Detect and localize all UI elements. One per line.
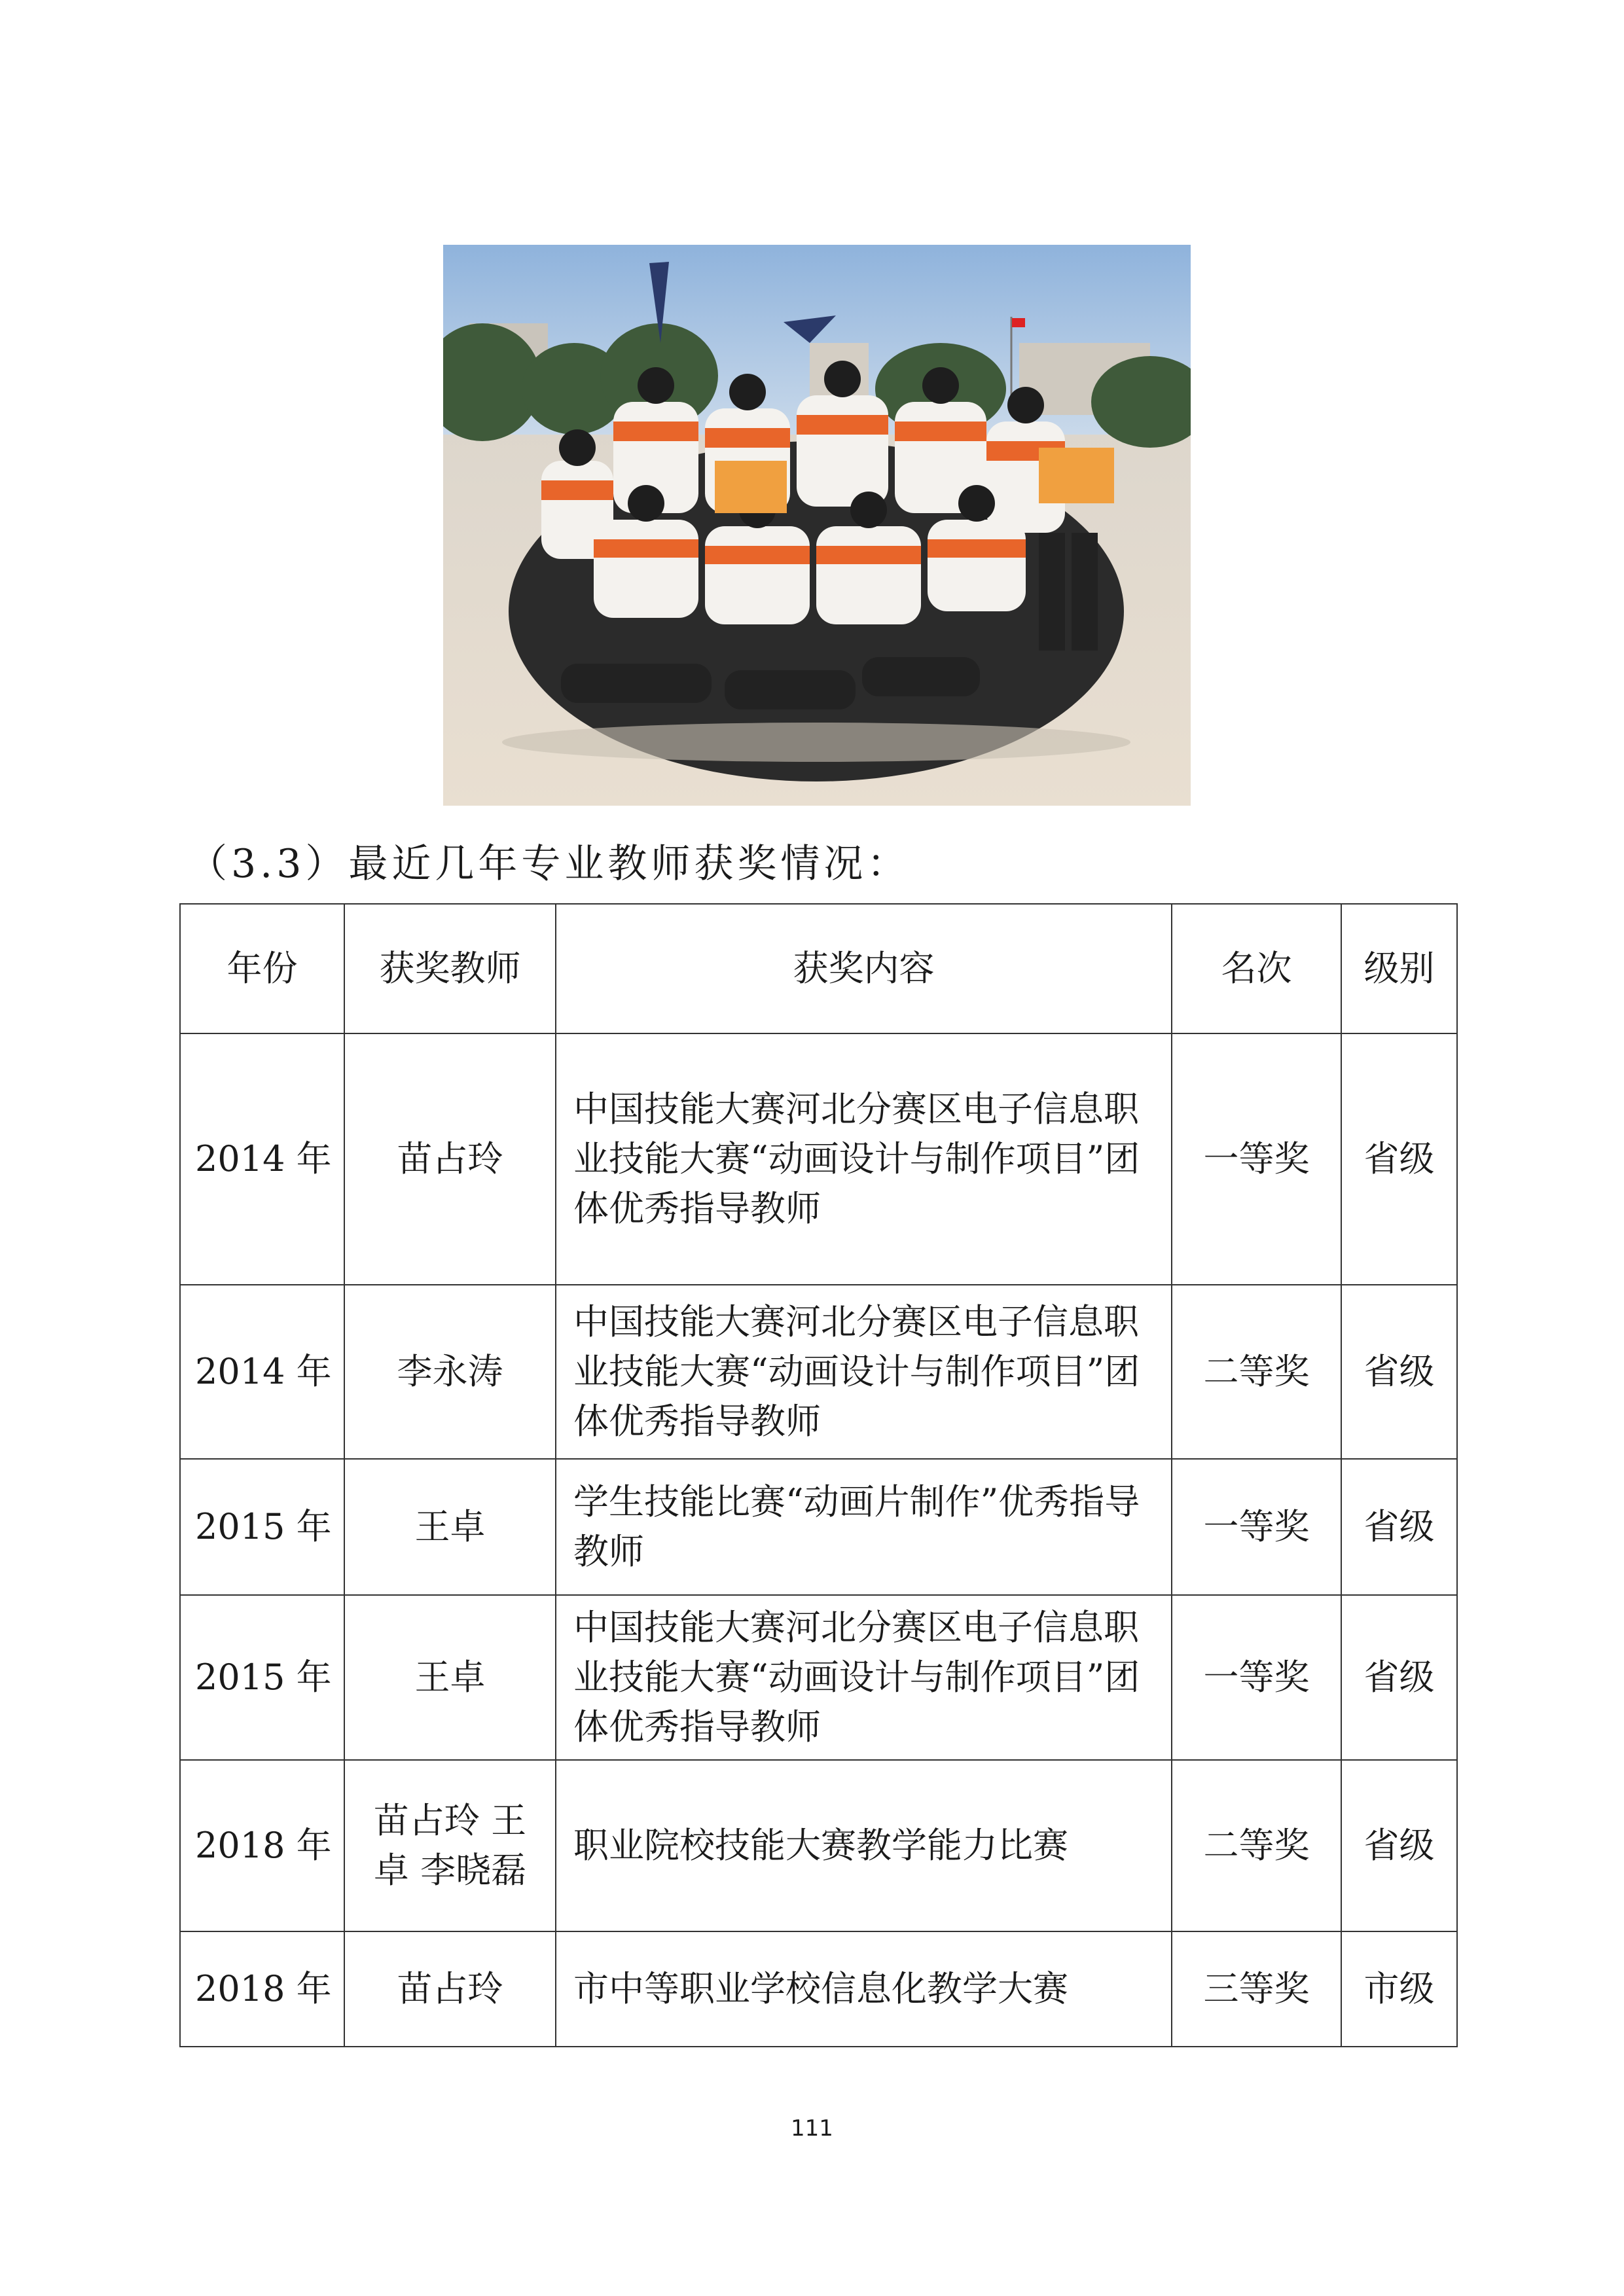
cell-teacher: 王卓	[344, 1459, 556, 1595]
cell-content: 中国技能大赛河北分赛区电子信息职业技能大赛“动画设计与制作项目”团体优秀指导教师	[556, 1595, 1172, 1760]
cell-year: 2018 年	[180, 1760, 344, 1931]
group-photo-illustration	[443, 245, 1191, 806]
cell-content: 职业院校技能大赛教学能力比赛	[556, 1760, 1172, 1931]
cell-level: 省级	[1341, 1033, 1457, 1285]
cell-rank: 二等奖	[1172, 1285, 1341, 1459]
header-content: 获奖内容	[556, 904, 1172, 1033]
table-row	[180, 1459, 1457, 1595]
cell-rank: 二等奖	[1172, 1760, 1341, 1931]
cell-rank: 一等奖	[1172, 1459, 1341, 1595]
table-row	[180, 1931, 1457, 2047]
cell-level: 省级	[1341, 1760, 1457, 1931]
cell-level: 省级	[1341, 1285, 1457, 1459]
cell-content: 学生技能比赛“动画片制作”优秀指导教师	[556, 1459, 1172, 1595]
cell-content: 市中等职业学校信息化教学大赛	[556, 1931, 1172, 2047]
cell-teacher: 苗占玲 王卓 李晓磊	[344, 1760, 556, 1931]
table-row	[180, 1033, 1457, 1285]
header-level: 级别	[1341, 904, 1457, 1033]
table-row	[180, 1760, 1457, 1931]
cell-level: 省级	[1341, 1459, 1457, 1595]
cell-teacher: 王卓	[344, 1595, 556, 1760]
cell-content: 中国技能大赛河北分赛区电子信息职业技能大赛“动画设计与制作项目”团体优秀指导教师	[556, 1033, 1172, 1285]
cell-rank: 一等奖	[1172, 1033, 1341, 1285]
table-header-row	[180, 904, 1457, 1033]
header-year: 年份	[180, 904, 344, 1033]
cell-year: 2014 年	[180, 1285, 344, 1459]
cell-teacher: 苗占玲	[344, 1033, 556, 1285]
cell-content: 中国技能大赛河北分赛区电子信息职业技能大赛“动画设计与制作项目”团体优秀指导教师	[556, 1285, 1172, 1459]
header-teacher: 获奖教师	[344, 904, 556, 1033]
cell-rank: 三等奖	[1172, 1931, 1341, 2047]
section-heading: （3.3）最近几年专业教师获奖情况：	[188, 841, 911, 887]
header-rank: 名次	[1172, 904, 1341, 1033]
cell-year: 2015 年	[180, 1595, 344, 1760]
cell-year: 2015 年	[180, 1459, 344, 1595]
cell-rank: 一等奖	[1172, 1595, 1341, 1760]
table-row	[180, 1285, 1457, 1459]
cell-year: 2018 年	[180, 1931, 344, 2047]
cell-year: 2014 年	[180, 1033, 344, 1285]
awards-table	[179, 903, 1458, 2047]
cell-teacher: 李永涛	[344, 1285, 556, 1459]
group-photo	[443, 245, 1191, 806]
cell-level: 省级	[1341, 1595, 1457, 1760]
table-row	[180, 1595, 1457, 1760]
cell-teacher: 苗占玲	[344, 1931, 556, 2047]
page-number: 111	[791, 2115, 833, 2142]
cell-level: 市级	[1341, 1931, 1457, 2047]
